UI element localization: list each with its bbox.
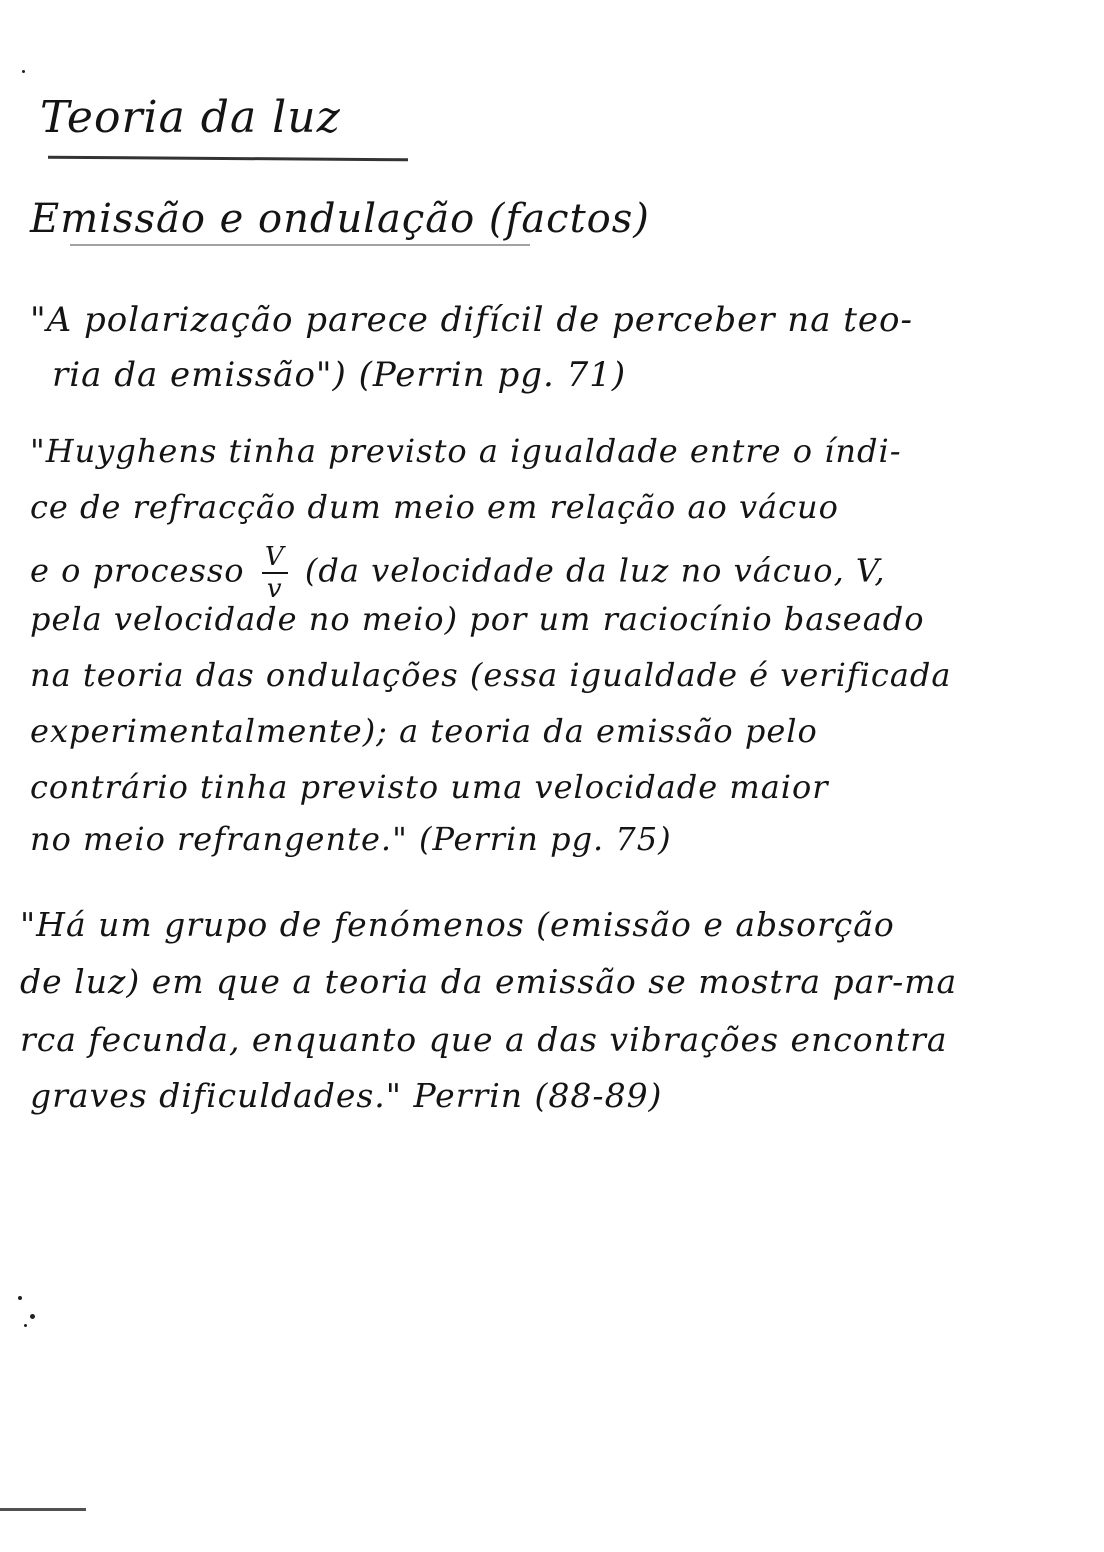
quote2-line1: "Huyghens tinha previsto a igualdade entre o índi- (30, 432, 902, 470)
scan-edge-mark (0, 1508, 86, 1511)
quote2-line3 (30, 544, 886, 602)
section-heading: Emissão e ondulação (factos) (30, 196, 650, 242)
quote2-line2: ce de refracção dum meio em relação ao vácuo (30, 488, 839, 526)
quote3-line3: rca fecunda, enquanto que a das vibrações encontra (20, 1020, 948, 1059)
ink-speck (18, 1296, 22, 1300)
page-title: Teoria da luz (40, 92, 341, 143)
fraction-denominator: v (266, 574, 283, 604)
quote3-line4: graves dificuldades." Perrin (88-89) (30, 1076, 663, 1115)
quote3-line2: de luz) em que a teoria da emissão se mostra par-ma (20, 962, 958, 1001)
quote3-line1: "Há um grupo de fenómenos (emissão e absorção (20, 905, 895, 944)
quote1-line2: ria da emissão") (Perrin pg. 71) (52, 355, 627, 395)
ink-speck (22, 70, 25, 73)
quote2-line8: no meio refrangente." (Perrin pg. 75) (30, 820, 672, 858)
quote2-line6: experimentalmente); a teoria da emissão pelo (30, 712, 818, 750)
ink-speck (24, 1324, 27, 1327)
quote2-line3-start: e o processo (30, 551, 245, 590)
quote2-line5: na teoria das ondulações (essa igualdade é verificada (30, 656, 952, 694)
heading-underline (70, 244, 530, 246)
quote2-line7: contrário tinha previsto uma velocidade maior (30, 768, 829, 806)
velocity-ratio-fraction (262, 544, 288, 602)
quote2-line4: pela velocidade no meio) por um raciocínio baseado (30, 600, 925, 638)
quote2-line3-end: (da velocidade da luz no vácuo, V, (304, 551, 886, 590)
fraction-numerator: V (264, 542, 285, 572)
title-underline (48, 156, 408, 162)
ink-speck (30, 1314, 35, 1319)
quote1-line1: "A polarização parece difícil de perceber na teo- (30, 300, 914, 340)
